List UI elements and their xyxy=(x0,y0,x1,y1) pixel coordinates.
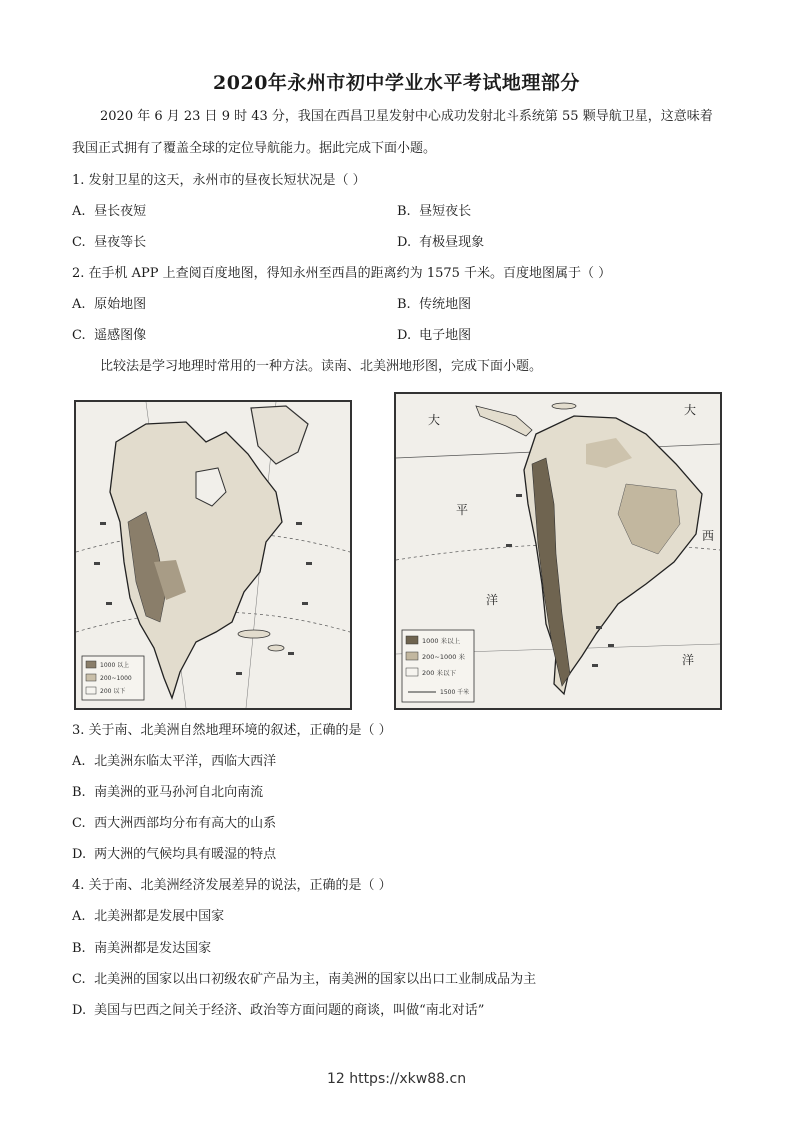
question-2-option-d xyxy=(397,327,471,345)
ocean-label: 洋 xyxy=(486,593,499,607)
question-2-option-a xyxy=(72,296,146,314)
legend-label: 1000 以上 xyxy=(100,662,130,669)
legend-label: 200~1000 xyxy=(100,675,132,682)
legend-label: 200 以下 xyxy=(100,688,126,695)
option-label: C. xyxy=(72,328,86,343)
ocean-label: 西 xyxy=(702,529,715,543)
question-2-option-c xyxy=(72,327,146,345)
option-label: B. xyxy=(72,941,86,956)
north-america-map-graphic xyxy=(76,402,350,708)
option-text: 昼短夜长 xyxy=(419,204,472,219)
intro-paragraph-line-2: 我国正式拥有了覆盖全球的定位导航能力。据此完成下面小题。 xyxy=(72,141,437,156)
ocean-label: 大 xyxy=(428,413,441,427)
option-text: 美国与巴西之间关于经济、政治等方面问题的商谈，叫做“南北对话” xyxy=(94,1003,485,1018)
option-label: D. xyxy=(72,1003,87,1018)
question-3-option-c xyxy=(72,815,276,833)
option-text: 西大洲西部均分布有高大的山系 xyxy=(94,816,277,831)
option-label: A. xyxy=(72,909,86,924)
page-title: 2020年永州市初中学业水平考试地理部分 xyxy=(213,72,580,94)
legend-label: 200 米以下 xyxy=(422,669,456,677)
ocean-label: 大 xyxy=(684,403,697,417)
question-4-option-b xyxy=(72,940,211,958)
option-label: B. xyxy=(397,204,411,219)
question-3-option-d xyxy=(72,846,276,864)
legend-label: 1000 米以上 xyxy=(422,637,461,645)
option-text: 南美洲都是发达国家 xyxy=(94,941,212,956)
option-text: 北美洲都是发展中国家 xyxy=(94,909,225,924)
ocean-label: 洋 xyxy=(682,653,695,667)
question-1-stem: 1. 发射卫星的这天，永州市的昼夜长短状况是（ ） xyxy=(72,173,366,188)
option-label: C. xyxy=(72,816,86,831)
option-text: 昼长夜短 xyxy=(94,204,147,219)
page-footer: 12 https://xkw88.cn xyxy=(326,1071,467,1087)
intro-paragraph-2: 比较法是学习地理时常用的一种方法。读南、北美洲地形图，完成下面小题。 xyxy=(100,359,543,374)
option-label: A. xyxy=(72,754,86,769)
question-4-option-a xyxy=(72,908,224,926)
option-label: D. xyxy=(397,328,412,343)
option-text: 昼夜等长 xyxy=(94,235,147,250)
question-1-option-d xyxy=(397,234,484,252)
south-america-map xyxy=(394,392,722,710)
option-text: 原始地图 xyxy=(94,297,147,312)
intro-paragraph-line-1: 2020 年 6 月 23 日 9 时 43 分，我国在西昌卫星发射中心成功发射北斗系统第 55 颗导航卫星，这意味着 xyxy=(100,109,713,124)
question-2-stem: 2. 在手机 APP 上查阅百度地图，得知永州至西昌的距离约为 1575 千米。百度地图属于（ ） xyxy=(72,266,612,281)
question-1-option-c xyxy=(72,234,146,252)
question-3-option-b xyxy=(72,784,263,802)
question-4-option-c xyxy=(72,971,536,989)
question-1-option-a xyxy=(72,203,146,221)
south-america-map-graphic xyxy=(396,394,720,708)
legend-label: 200~1000 米 xyxy=(422,653,465,661)
question-2-option-b xyxy=(397,296,471,314)
option-text: 北美洲的国家以出口初级农矿产品为主，南美洲的国家以出口工业制成品为主 xyxy=(94,972,537,987)
option-text: 南美洲的亚马孙河自北向南流 xyxy=(94,785,264,800)
option-label: D. xyxy=(72,847,87,862)
question-1-option-b xyxy=(397,203,471,221)
option-label: D. xyxy=(397,235,412,250)
option-text: 北美洲东临太平洋，西临大西洋 xyxy=(94,754,277,769)
question-4-option-d xyxy=(72,1002,484,1020)
question-4-stem: 4. 关于南、北美洲经济发展差异的说法，正确的是（ ） xyxy=(72,878,392,893)
option-label: B. xyxy=(72,785,86,800)
option-text: 电子地图 xyxy=(419,328,472,343)
option-label: A. xyxy=(72,204,86,219)
question-3-stem: 3. 关于南、北美洲自然地理环境的叙述，正确的是（ ） xyxy=(72,723,392,738)
question-3-option-a xyxy=(72,753,276,771)
option-text: 两大洲的气候均具有暖湿的特点 xyxy=(94,847,277,862)
option-label: C. xyxy=(72,235,86,250)
option-text: 遥感图像 xyxy=(94,328,147,343)
ocean-label: 平 xyxy=(456,503,469,517)
option-text: 有极昼现象 xyxy=(419,235,485,250)
north-america-map xyxy=(74,400,352,710)
option-label: C. xyxy=(72,972,86,987)
scale-label: 1500 千米 xyxy=(440,689,470,696)
option-label: B. xyxy=(397,297,411,312)
option-label: A. xyxy=(72,297,86,312)
option-text: 传统地图 xyxy=(419,297,472,312)
